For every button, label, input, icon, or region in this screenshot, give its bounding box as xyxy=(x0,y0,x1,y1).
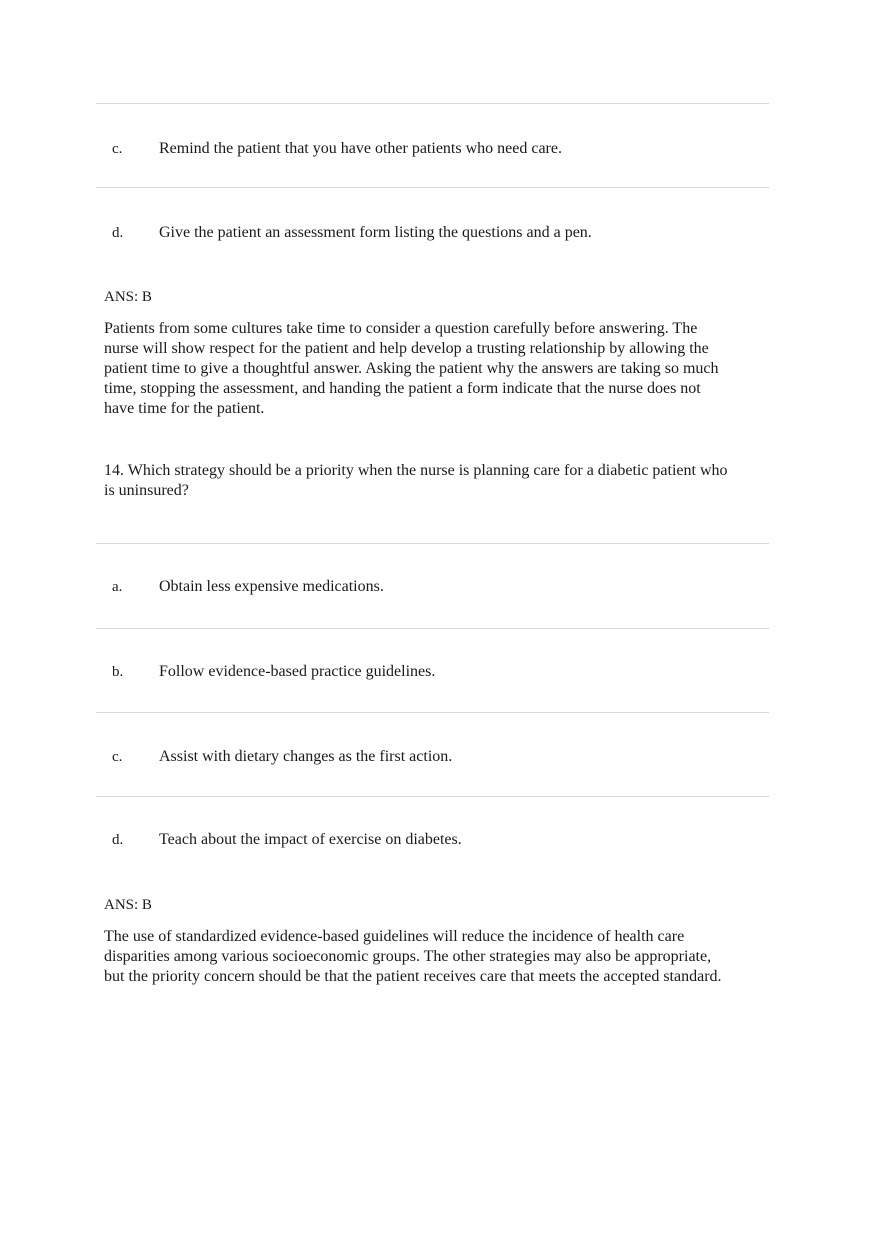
question-stem xyxy=(104,461,784,501)
divider xyxy=(96,628,769,629)
rationale-paragraph xyxy=(104,927,784,987)
rationale-line: The use of standardized evidence-based guidelines will reduce the incidence of health care xyxy=(104,928,685,945)
answer-key: ANS: B xyxy=(104,897,152,913)
rationale-line: nurse will show respect for the patient and help develop a trusting relationship by allowing the xyxy=(104,340,709,357)
rationale-line: but the priority concern should be that the patient receives care that meets the accepted standard. xyxy=(104,968,722,985)
rationale-line: have time for the patient. xyxy=(104,400,265,417)
option-letter: c. xyxy=(112,141,123,157)
answer-key: ANS: B xyxy=(104,289,152,305)
question-stem-line: 14. Which strategy should be a priority when the nurse is planning care for a diabetic patient who xyxy=(104,462,728,479)
option-text: Give the patient an assessment form listing the questions and a pen. xyxy=(159,224,592,241)
option-text: Teach about the impact of exercise on diabetes. xyxy=(159,831,462,848)
question-stem-line: is uninsured? xyxy=(104,482,189,499)
option-letter: d. xyxy=(112,832,124,848)
option-text: Remind the patient that you have other patients who need care. xyxy=(159,140,562,157)
rationale-line: time, stopping the assessment, and handing the patient a form indicate that the nurse does not xyxy=(104,380,701,397)
rationale-line: patient time to give a thoughtful answer. Asking the patient why the answers are taking so much xyxy=(104,360,719,377)
rationale-paragraph xyxy=(104,319,784,419)
option-text: Follow evidence-based practice guidelines. xyxy=(159,663,436,680)
divider xyxy=(96,187,769,188)
option-letter: a. xyxy=(112,579,123,595)
divider xyxy=(96,543,769,544)
option-letter: c. xyxy=(112,749,123,765)
divider xyxy=(96,103,769,104)
divider xyxy=(96,712,769,713)
option-letter: b. xyxy=(112,664,124,680)
divider xyxy=(96,796,769,797)
option-letter: d. xyxy=(112,225,124,241)
option-text: Assist with dietary changes as the first action. xyxy=(159,748,453,765)
rationale-line: Patients from some cultures take time to consider a question carefully before answering. The xyxy=(104,320,698,337)
rationale-line: disparities among various socioeconomic groups. The other strategies may also be appropriate, xyxy=(104,948,712,965)
option-text: Obtain less expensive medications. xyxy=(159,578,384,595)
